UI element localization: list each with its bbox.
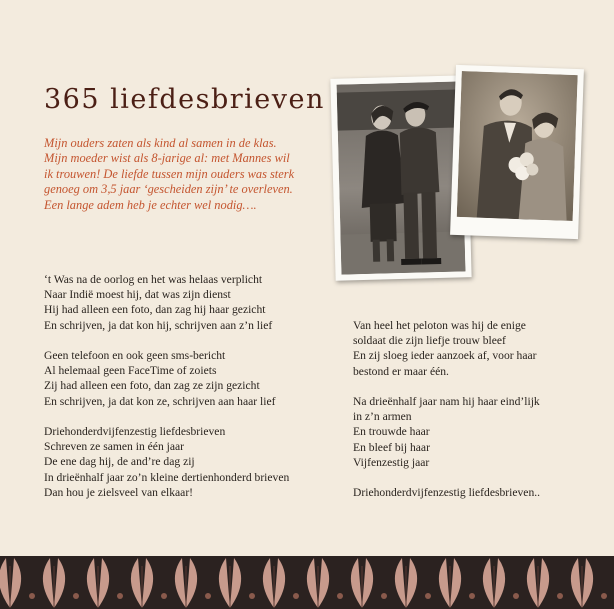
- leaf-motif: [175, 558, 211, 608]
- leaf-motif: [395, 558, 431, 608]
- stanza: [44, 272, 344, 333]
- poem-line: Hij had alleen een foto, dan zag hij haar gezicht: [44, 303, 266, 317]
- leaf-motif: [131, 558, 167, 608]
- leaf-motif: [219, 558, 255, 608]
- decorative-border: [0, 556, 614, 609]
- leaf-pattern: [0, 556, 614, 609]
- leaf-motif: [571, 558, 607, 608]
- leaf-motif: [527, 558, 563, 608]
- intro-line: Mijn ouders zaten als kind al samen in de klas.: [44, 136, 277, 150]
- intro-line: Een lange adem heb je echter wel nodig….: [44, 197, 257, 212]
- page-title: 365 liefdesbrieven: [44, 84, 325, 115]
- leaf-motif: [351, 558, 387, 608]
- leaf-motif: [483, 558, 519, 608]
- poem-line: Driehonderdvijfenzestig liefdesbrieven: [44, 425, 226, 438]
- stanza: [353, 394, 603, 470]
- photo-wedding-portrait: [450, 65, 584, 239]
- poem-column-left: [44, 272, 344, 500]
- poem-column-right: [353, 318, 603, 500]
- stanza: [44, 424, 344, 500]
- intro-line: genoeg om 3,5 jaar ‘gescheiden zijn’ te overleven.: [44, 182, 293, 197]
- intro-line: ik trouwen! De liefde tussen mijn ouders was sterk: [44, 166, 295, 181]
- poem-line: In drieënhalf jaar zo’n kleine dertienhonderd brieven: [44, 470, 290, 484]
- poem-line: Geen telefoon en ook geen sms-bericht: [44, 349, 226, 362]
- poem-line: in z’n armen: [353, 410, 412, 424]
- intro-line: Mijn moeder wist als 8-jarige al: met Mannes wil: [44, 151, 290, 166]
- poem-line: En zij sloeg ieder aanzoek af, voor haar: [353, 349, 537, 363]
- poem-line: Vijfenzestig jaar: [353, 455, 430, 469]
- poem-line: En schrijven, ja dat kon ze, schrijven aan haar lief: [44, 394, 276, 408]
- photo-wedding-portrait-image: [457, 71, 578, 221]
- poem-line: Driehonderdvijfenzestig liefdesbrieven..: [353, 486, 541, 500]
- poem-line: ‘t Was na de oorlog en het was helaas verplicht: [44, 273, 263, 286]
- poem-line: En schrijven, ja dat kon hij, schrijven aan z’n lief: [44, 318, 273, 332]
- poem-line: Van heel het peloton was hij de enige: [353, 319, 526, 332]
- leaf-motif: [439, 558, 475, 608]
- poem-line: Zij had alleen een foto, dan zag ze zijn gezicht: [44, 379, 260, 393]
- leaf-motif: [87, 558, 123, 608]
- photo-couple-walking: [330, 75, 471, 280]
- stanza: [353, 485, 603, 500]
- leaf-motif: [307, 558, 343, 608]
- leaf-motif: [263, 558, 299, 608]
- poem-line: Na drieënhalf jaar nam hij haar eind’lijk: [353, 395, 540, 408]
- poem-line: Naar Indië moest hij, dat was zijn dienst: [44, 288, 231, 302]
- photo-couple-walking-image: [337, 81, 466, 274]
- poem-line: soldaat die zijn liefje trouw bleef: [353, 334, 506, 348]
- poem-line: En bleef bij haar: [353, 440, 430, 454]
- poem-line: En trouwde haar: [353, 425, 430, 439]
- intro-text: [44, 136, 334, 213]
- leaf-motif: [43, 558, 79, 608]
- leaf-motif: [0, 558, 35, 608]
- poem-line: bestond er maar één.: [353, 364, 449, 378]
- stanza: [353, 318, 603, 379]
- poem-line: Al helemaal geen FaceTime of zoiets: [44, 364, 217, 378]
- poem-line: Schreven ze samen in één jaar: [44, 440, 185, 454]
- poem-line: Dan hou je zielsveel van elkaar!: [44, 485, 194, 499]
- poem-line: De ene dag hij, de and’re dag zij: [44, 455, 195, 469]
- stanza: [44, 348, 344, 409]
